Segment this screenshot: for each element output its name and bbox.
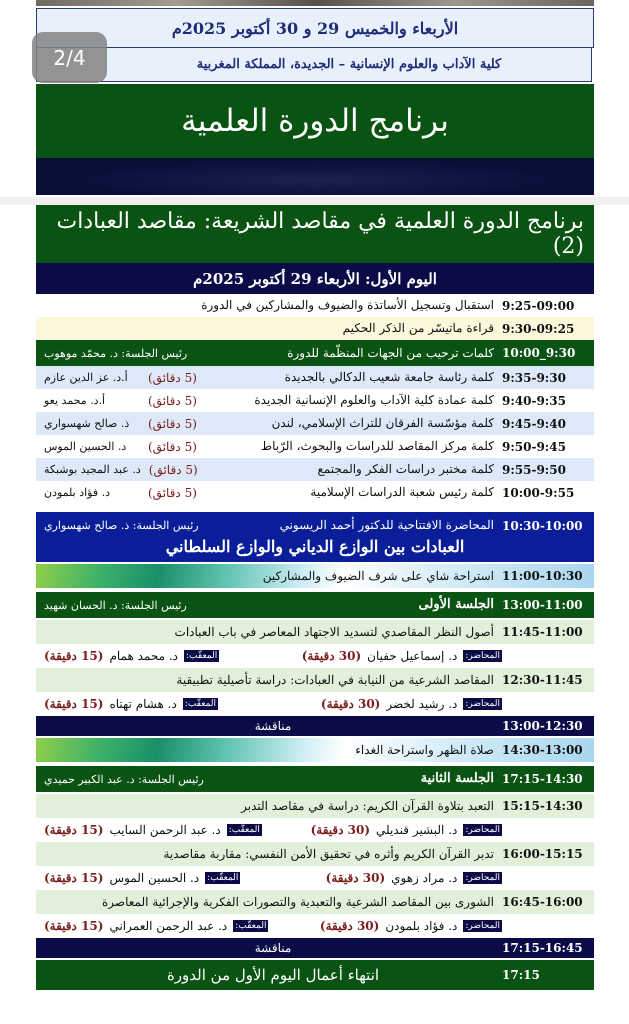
row-time: 10:00_9:30: [502, 346, 576, 360]
session-2-header: [36, 766, 594, 792]
row-time: 14:30-13:00: [502, 743, 583, 757]
header-navy-band: [36, 158, 594, 195]
lecturer: [268, 919, 502, 933]
tea-break-row: [36, 564, 594, 588]
row-time: 9:50-9:45: [502, 439, 566, 454]
discussant-name: د. عبد الرحمن العمراني: [109, 919, 228, 933]
header-dates: الأربعاء والخميس 29 و 30 أكتوبر 2025م: [36, 8, 594, 48]
speaker: د. عبد المجيد بوشبكة: [44, 463, 141, 476]
discussant-duration: (15 دقيقة): [44, 697, 104, 711]
discussant: [44, 649, 219, 663]
speaker: ذ. صالح شهسواري: [44, 417, 130, 430]
row-text: كلمة مؤسّسة الفرقان للتراث الإسلامي، لندن: [271, 416, 494, 430]
speakers-row: [36, 644, 594, 668]
lecturer-tag: المحاضر:: [465, 825, 500, 835]
lecturer-tag: المحاضر:: [465, 921, 500, 931]
discussant: [44, 871, 240, 885]
end-of-day-row: [36, 960, 594, 990]
row-text: كلمة مركز المقاصد للدراسات والبحوث، الرّباط: [261, 439, 494, 453]
row-time: 9:25-09:00: [502, 298, 575, 313]
discussant-name: د. الحسين الموس: [109, 871, 200, 885]
lecturer-name: د. مراد زهوي: [391, 871, 458, 885]
header-faculty: كلية الآداب والعلوم الإنسانية – الجديدة، المملكة المغربية: [36, 48, 592, 82]
speakers-row: [36, 914, 594, 938]
lecturer-tag: المحاضر:: [465, 699, 500, 709]
row-text: كلمات ترحيب من الجهات المنظّمة للدورة: [287, 345, 494, 360]
day-title: اليوم الأول: الأربعاء 29 أكتوبر 2025م: [193, 269, 437, 288]
lecturer: [218, 697, 502, 711]
day-header: [36, 263, 594, 294]
lecture-text: المحاضرة الافتتاحية للدكتور أحمد الريسوني: [279, 518, 494, 532]
discussant: [44, 697, 218, 711]
speech-row: [36, 481, 594, 504]
discussant: [44, 823, 262, 837]
talk-row: [36, 794, 594, 818]
speakers-row: [36, 866, 594, 890]
row-text: صلاة الظهر واستراحة الغداء: [355, 742, 494, 757]
row-text: كلمة عمادة كلية الآداب والعلوم الإنسانية الجديدة: [254, 393, 494, 407]
header-title: برنامج الدورة العلمية: [36, 84, 594, 158]
lecturer-duration: (30 دقيقة): [301, 649, 362, 663]
lecturer-name: د. إسماعيل حفيان: [367, 649, 458, 663]
discussant-tag: المعقّب:: [207, 873, 239, 883]
row-text: قراءة ماتيسّر من الذكر الحكيم: [342, 321, 494, 335]
lecturer: [240, 871, 502, 885]
row-time: 17:15-14:30: [502, 772, 583, 786]
session-chair: رئيس الجلسة: د. محمّد موهوب: [44, 346, 188, 360]
discussant-tag: المعقّب:: [186, 651, 218, 661]
discussant-name: د. محمد همام: [109, 649, 179, 663]
row-time: 16:00-15:15: [502, 847, 583, 861]
discussant-name: د. عبد الرحمن السايب: [109, 823, 221, 837]
lecturer-name: د. رشيد لخضر: [386, 697, 458, 711]
row-time: 12:30-11:45: [502, 673, 583, 687]
row-text: كلمة رئيس شعبة الدراسات الإسلامية: [310, 485, 494, 499]
duration: (5 دقائق): [148, 485, 197, 500]
duration: (5 دقائق): [148, 462, 198, 477]
talk-title: المقاصد الشرعية من النيابة في العبادات: دراسة تأصيلية تطبيقية: [176, 672, 494, 687]
schedule: [36, 205, 594, 990]
discussant: [44, 919, 268, 933]
row-text: مناقشة: [254, 718, 292, 733]
discussant-tag: المعقّب:: [235, 921, 267, 931]
row-time: 11:45-11:00: [502, 625, 583, 639]
session-chair: رئيس الجلسة: د. الحسان شهيد: [44, 598, 187, 612]
session-1-header: [36, 592, 594, 618]
page-indicator-badge: 2/4: [32, 32, 107, 83]
row-time: 9:45-9:40: [502, 416, 566, 431]
row-time: 9:35-9:30: [502, 370, 566, 385]
row-text: كلمة مختبر دراسات الفكر والمجتمع: [317, 462, 494, 476]
row-time: 13:00-12:30: [502, 719, 583, 733]
discussant-tag: المعقّب:: [228, 825, 260, 835]
speaker: د. الحسين الموس: [44, 440, 127, 453]
lecturer-tag: المحاضر:: [465, 651, 500, 661]
discussion-row: [36, 938, 594, 958]
talk-row: [36, 668, 594, 692]
row-time: 17:15: [502, 968, 540, 982]
speakers-row: [36, 818, 594, 842]
discussant-duration: (15 دقيقة): [44, 919, 104, 933]
speaker: أ.د. محمد يعو: [44, 394, 106, 407]
row-time: 9:55-9:50: [502, 462, 566, 477]
lunch-break-row: [36, 738, 594, 762]
duration: (5 دقائق): [148, 416, 197, 431]
row-time: 10:00-9:55: [502, 485, 575, 500]
discussion-row: [36, 716, 594, 736]
talk-row: [36, 890, 594, 914]
duration: (5 دقائق): [148, 393, 197, 408]
speech-row: [36, 435, 594, 458]
duration: (5 دقائق): [148, 370, 197, 385]
opening-lecture: [36, 512, 594, 562]
lecturer: [219, 649, 502, 663]
talk-row: [36, 842, 594, 866]
row-time: 15:15-14:30: [502, 799, 583, 813]
lecturer-name: د. البشير قنديلي: [376, 823, 458, 837]
talk-title: تدبر القرآن الكريم وأثره في تحقيق الأمن النفسي: مقاربة مقاصدية: [163, 846, 494, 861]
row-time: 9:30-09:25: [502, 321, 575, 336]
discussant-name: د. هشام تهتاه: [109, 697, 177, 711]
talk-title: أصول النظر المقاصدي لتسديد الاجتهاد المعاصر في باب العبادات: [174, 624, 494, 639]
duration: (5 دقائق): [148, 439, 197, 454]
speaker: أ.د. عز الدين عازم: [44, 371, 128, 384]
lecturer-duration: (30 دقيقة): [310, 823, 371, 837]
talk-title: الشورى بين المقاصد الشرعية والتعبدية والتصورات الفكرية والإجرائية المعاصرة: [102, 894, 494, 909]
header-card: [36, 0, 594, 195]
session-name: الجلسة الثانية: [420, 770, 494, 786]
talk-title: التعبد بتلاوة القرآن الكريم: دراسة في مقاصد التدبر: [241, 798, 494, 813]
row-text: انتهاء أعمال اليوم الأول من الدورة: [166, 965, 380, 984]
row-text: مناقشة: [254, 940, 292, 955]
row-time: 13:00-11:00: [502, 598, 583, 612]
lecturer-duration: (30 دقيقة): [319, 919, 380, 933]
row-time: 10:30-10:00: [502, 518, 583, 533]
session-chair: رئيس الجلسة: د. عبد الكبير حميدي: [44, 772, 204, 786]
lecturer-tag: المحاضر:: [465, 873, 500, 883]
speakers-row: [36, 692, 594, 716]
schedule-row: [36, 294, 594, 317]
row-time: 9:40-9:35: [502, 393, 566, 408]
discussant-duration: (15 دقيقة): [44, 823, 104, 837]
header-photo-strip: [36, 0, 594, 6]
schedule-row: [36, 317, 594, 340]
speech-row: [36, 366, 594, 389]
session-chair: رئيس الجلسة: ذ. صالح شهسواري: [44, 519, 199, 532]
speaker: د. فؤاد بلمودن: [44, 486, 111, 499]
session-name: الجلسة الأولى: [418, 596, 494, 612]
row-text: استقبال وتسجيل الأساتذة والضيوف والمشاركين في الدورة: [201, 298, 494, 312]
row-text: استراحة شاي على شرف الضيوف والمشاركين: [262, 568, 494, 583]
talk-row: [36, 620, 594, 644]
page-separator: [0, 197, 629, 205]
lecturer-duration: (30 دقيقة): [325, 871, 386, 885]
welcome-row: [36, 340, 594, 366]
discussant-duration: (15 دقيقة): [44, 649, 104, 663]
speech-row: [36, 458, 594, 481]
lecture-title: العبادات بين الوازع الدياني والوازع السلطاني: [165, 537, 465, 556]
speech-row: [36, 389, 594, 412]
schedule-title: [36, 205, 594, 263]
lecturer-name: د. فؤاد بلمودن: [385, 919, 458, 933]
row-time: 17:15-16:45: [502, 941, 583, 955]
spacer: [36, 504, 594, 512]
lecturer-duration: (30 دقيقة): [320, 697, 381, 711]
row-time: 16:45-16:00: [502, 895, 583, 909]
lecturer: [262, 823, 502, 837]
speech-row: [36, 412, 594, 435]
row-time: 11:00-10:30: [502, 569, 583, 583]
row-text: كلمة رئاسة جامعة شعيب الدكالي بالجديدة: [284, 370, 494, 384]
discussant-duration: (15 دقيقة): [44, 871, 104, 885]
schedule-title-text: برنامج الدورة العلمية في مقاصد الشريعة: مقاصد العبادات (2): [56, 209, 584, 259]
discussant-tag: المعقّب:: [184, 699, 217, 709]
